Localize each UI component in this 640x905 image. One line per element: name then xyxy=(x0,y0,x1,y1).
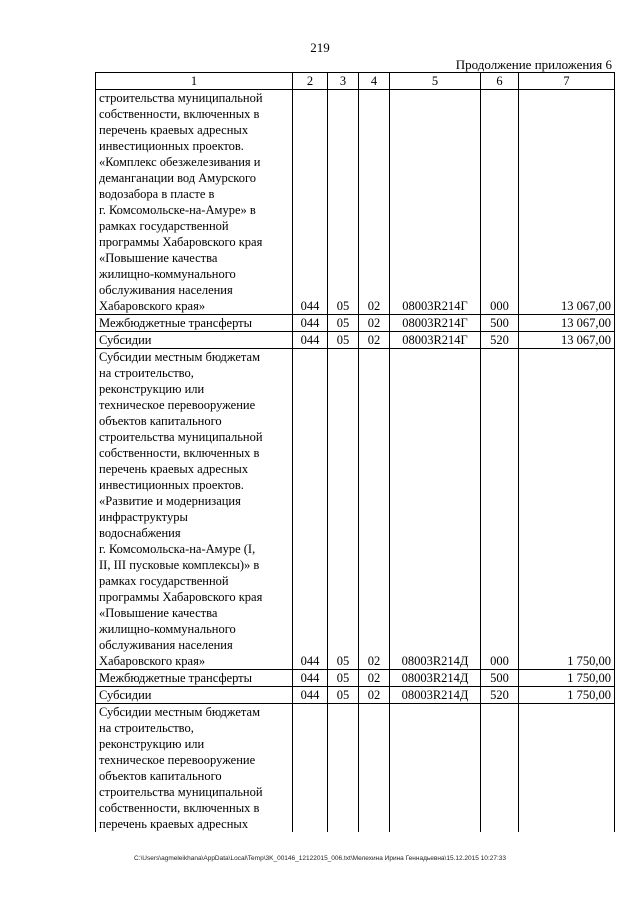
section-code-cell: 05 xyxy=(328,670,359,687)
grbs-code-cell xyxy=(293,704,328,833)
row-name-line: строительства муниципальной xyxy=(99,430,263,444)
file-path-footer: C:\Users\agmeleikhana\AppData\Local\Temp\3K_00146_12122015_006.txt\Мелехина Ирина Геннадьевна\15.12.2015 10:27:33 xyxy=(134,855,506,862)
row-name-line: Субсидии xyxy=(99,333,152,347)
amount-cell: 13 067,00 xyxy=(519,315,615,332)
target-article-cell xyxy=(390,704,481,833)
row-name-line: г. Комсомольска-на-Амуре (I, xyxy=(99,542,256,556)
row-name-line: рамках государственной xyxy=(99,219,229,233)
expense-type-cell xyxy=(481,704,519,833)
row-name-line: техническое перевооружение xyxy=(99,398,256,412)
row-name-line: программы Хабаровского края xyxy=(99,590,263,604)
row-name-line: Субсидии местным бюджетам xyxy=(99,705,260,719)
row-name-line: инвестиционных проектов. xyxy=(99,478,244,492)
row-name-line: «Развитие и модернизация xyxy=(99,494,241,508)
column-header: 1 xyxy=(96,73,293,90)
table-row xyxy=(96,90,615,315)
expense-type-cell: 520 xyxy=(481,332,519,349)
expense-type-cell: 500 xyxy=(481,670,519,687)
subsection-code-cell: 02 xyxy=(359,670,390,687)
row-name-line: жилищно-коммунального xyxy=(99,622,236,636)
column-header: 2 xyxy=(293,73,328,90)
section-code-cell: 05 xyxy=(328,332,359,349)
row-name-line: рамках государственной xyxy=(99,574,229,588)
target-article-cell: 08003R214Г xyxy=(390,315,481,332)
grbs-code-cell: 044 xyxy=(293,90,328,315)
expense-type-cell: 000 xyxy=(481,349,519,670)
column-header: 4 xyxy=(359,73,390,90)
subsection-code-cell: 02 xyxy=(359,315,390,332)
budget-table xyxy=(95,72,615,832)
row-name-line: строительства муниципальной xyxy=(99,91,263,105)
row-name-line: собственности, включенных в xyxy=(99,801,260,815)
row-name-line: г. Комсомольске-на-Амуре» в xyxy=(99,203,256,217)
section-code-cell: 05 xyxy=(328,687,359,704)
row-name-cell xyxy=(96,704,293,833)
row-name-line: строительства муниципальной xyxy=(99,785,263,799)
row-name-cell xyxy=(96,349,293,670)
page-number: 219 xyxy=(310,40,330,55)
appendix-continuation-title: Продолжение приложения 6 xyxy=(455,57,612,72)
subsection-code-cell: 02 xyxy=(359,90,390,315)
grbs-code-cell: 044 xyxy=(293,687,328,704)
table-row xyxy=(96,349,615,670)
row-name-line: Межбюджетные трансферты xyxy=(99,316,253,330)
row-name-line: жилищно-коммунального xyxy=(99,267,236,281)
grbs-code-cell: 044 xyxy=(293,315,328,332)
row-name-line: реконструкцию или xyxy=(99,382,205,396)
row-name-line: перечень краевых адресных xyxy=(99,462,249,476)
row-name-line: «Повышение качества xyxy=(99,606,218,620)
row-name-line: инфраструктуры xyxy=(99,510,188,524)
row-name-line: Хабаровского края» xyxy=(99,654,206,668)
section-code-cell xyxy=(328,704,359,833)
row-name-line: на строительство, xyxy=(99,366,194,380)
grbs-code-cell: 044 xyxy=(293,349,328,670)
amount-cell: 13 067,00 xyxy=(519,90,615,315)
table-row xyxy=(96,670,615,687)
row-name-line: объектов капитального xyxy=(99,769,222,783)
amount-cell: 1 750,00 xyxy=(519,687,615,704)
table-header-row xyxy=(96,73,615,90)
row-name-line: инвестиционных проектов. xyxy=(99,139,244,153)
column-header: 6 xyxy=(481,73,519,90)
table-row xyxy=(96,332,615,349)
table-row xyxy=(96,315,615,332)
row-name-line: на строительство, xyxy=(99,721,194,735)
row-name-line: перечень краевых адресных xyxy=(99,123,249,137)
subsection-code-cell: 02 xyxy=(359,349,390,670)
expense-type-cell: 500 xyxy=(481,315,519,332)
amount-cell xyxy=(519,704,615,833)
target-article-cell: 08003R214Г xyxy=(390,332,481,349)
grbs-code-cell: 044 xyxy=(293,670,328,687)
target-article-cell: 08003R214Д xyxy=(390,349,481,670)
row-name-cell xyxy=(96,670,293,687)
row-name-line: техническое перевооружение xyxy=(99,753,256,767)
subsection-code-cell xyxy=(359,704,390,833)
row-name-line: Субсидии xyxy=(99,688,152,702)
row-name-line: реконструкцию или xyxy=(99,737,205,751)
row-name-line: деманганации вод Амурского xyxy=(99,171,257,185)
row-name-line: собственности, включенных в xyxy=(99,107,260,121)
row-name-line: водоснабжения xyxy=(99,526,181,540)
amount-cell: 1 750,00 xyxy=(519,670,615,687)
target-article-cell: 08003R214Г xyxy=(390,90,481,315)
amount-cell: 1 750,00 xyxy=(519,349,615,670)
row-name-cell xyxy=(96,315,293,332)
grbs-code-cell: 044 xyxy=(293,332,328,349)
column-header: 5 xyxy=(390,73,481,90)
row-name-line: программы Хабаровского края xyxy=(99,235,263,249)
section-code-cell: 05 xyxy=(328,315,359,332)
row-name-cell xyxy=(96,332,293,349)
expense-type-cell: 000 xyxy=(481,90,519,315)
row-name-line: обслуживания населения xyxy=(99,638,233,652)
target-article-cell: 08003R214Д xyxy=(390,687,481,704)
row-name-line: водозабора в пласте в xyxy=(99,187,215,201)
row-name-line: перечень краевых адресных xyxy=(99,817,249,831)
subsection-code-cell: 02 xyxy=(359,332,390,349)
row-name-line: Субсидии местным бюджетам xyxy=(99,350,260,364)
row-name-line: Хабаровского края» xyxy=(99,299,206,313)
row-name-line: Межбюджетные трансферты xyxy=(99,671,253,685)
row-name-line: собственности, включенных в xyxy=(99,446,260,460)
section-code-cell: 05 xyxy=(328,349,359,670)
subsection-code-cell: 02 xyxy=(359,687,390,704)
column-header: 3 xyxy=(328,73,359,90)
expense-type-cell: 520 xyxy=(481,687,519,704)
amount-cell: 13 067,00 xyxy=(519,332,615,349)
table-row xyxy=(96,704,615,833)
target-article-cell: 08003R214Д xyxy=(390,670,481,687)
row-name-line: обслуживания населения xyxy=(99,283,233,297)
section-code-cell: 05 xyxy=(328,90,359,315)
column-header: 7 xyxy=(519,73,615,90)
row-name-line: «Комплекс обезжелезивания и xyxy=(99,155,261,169)
row-name-line: «Повышение качества xyxy=(99,251,218,265)
table-row xyxy=(96,687,615,704)
row-name-cell xyxy=(96,687,293,704)
row-name-cell xyxy=(96,90,293,315)
row-name-line: II, III пусковые комплексы)» в xyxy=(99,558,260,572)
row-name-line: объектов капитального xyxy=(99,414,222,428)
